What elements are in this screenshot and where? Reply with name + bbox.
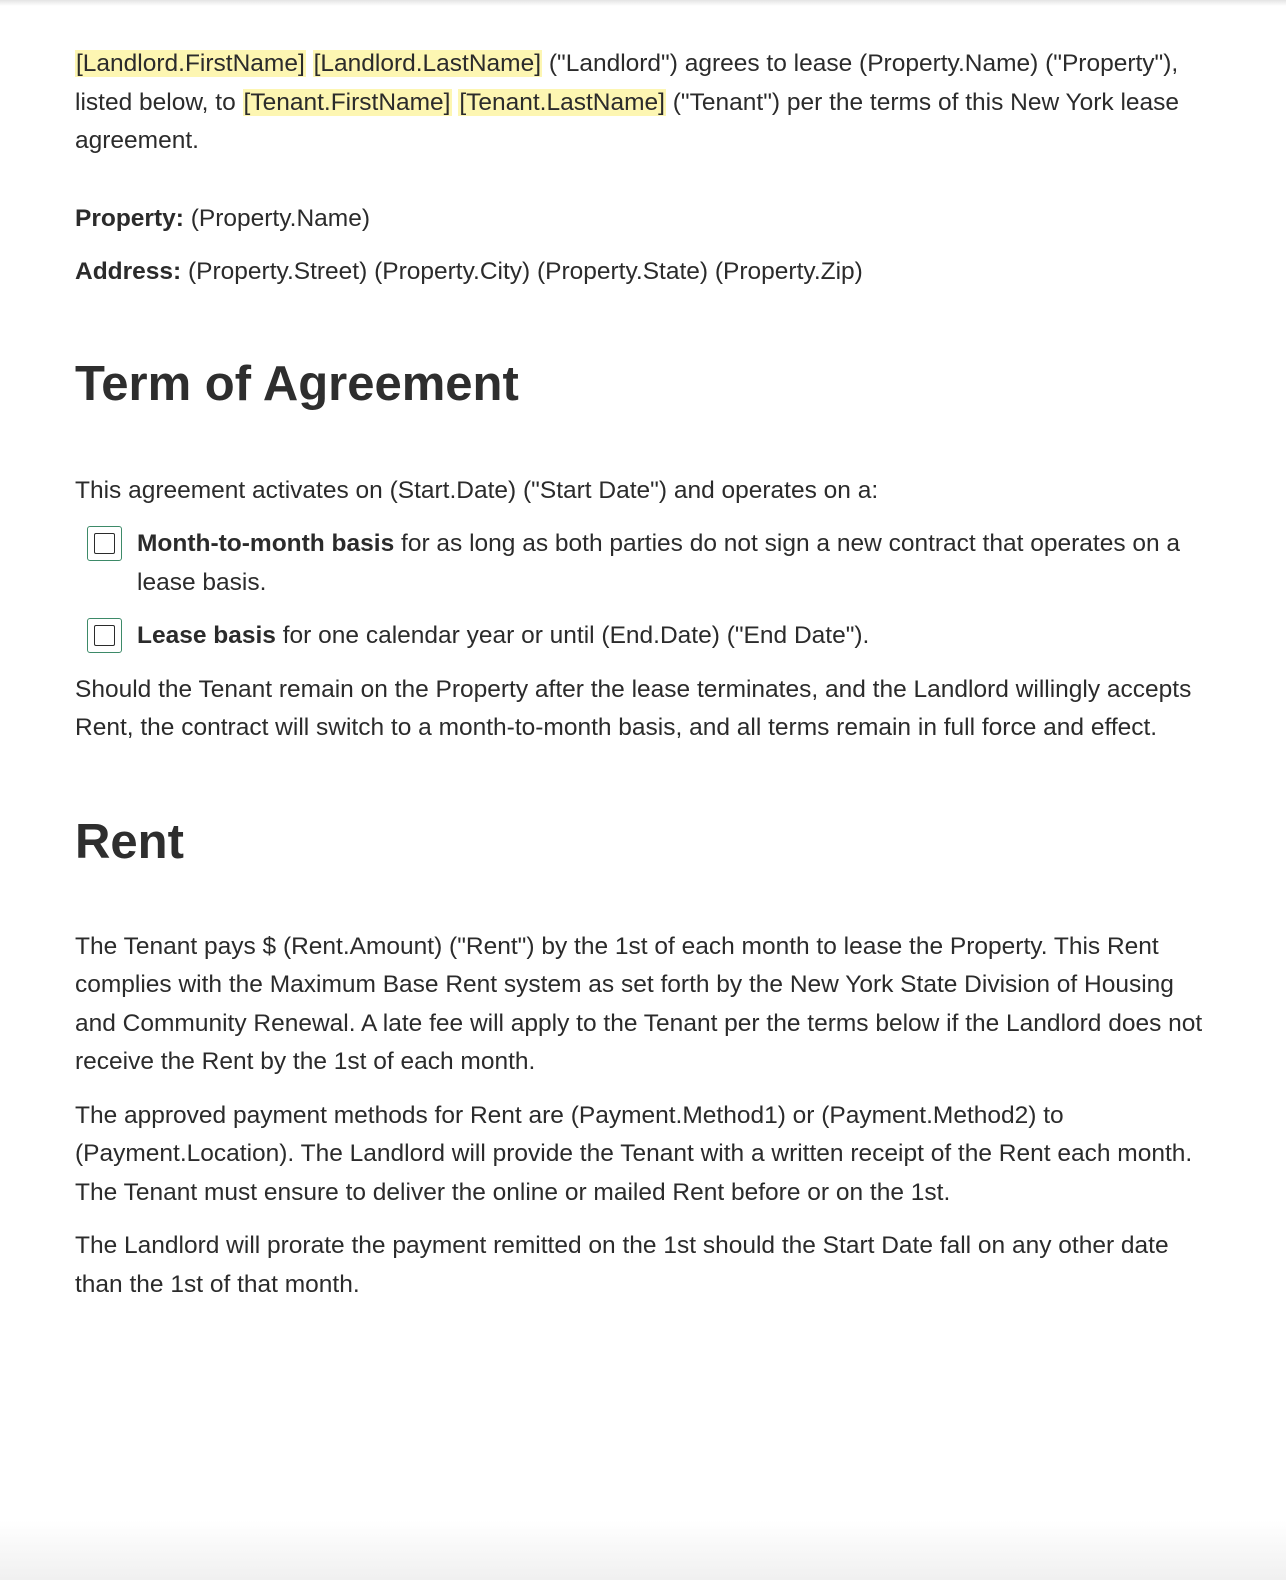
landlord-last-name-field[interactable]: [Landlord.LastName]: [313, 50, 542, 77]
top-edge-shadow: [0, 0, 1286, 6]
term-of-agreement-heading: Term of Agreement: [75, 356, 519, 411]
address-value: (Property.Street) (Property.City) (Property.State) (Property.Zip): [181, 258, 863, 285]
lease-basis-checkbox[interactable]: [87, 618, 122, 653]
tenant-last-name-field[interactable]: [Tenant.LastName]: [459, 88, 665, 116]
lease-basis-text: [137, 617, 869, 656]
rent-paragraph-1: The Tenant pays $ (Rent.Amount) ("Rent") by the 1st of each month to lease the Property. This Rent complies with the Maximum Base Rent system as set forth by the New York State Division of Housing and Community Renewal. A late fee will apply to the Tenant per the terms below if the Landlord does not receive the Rent by the 1st of each month.: [75, 932, 1203, 1075]
checkbox-icon: [94, 625, 115, 646]
holdover-paragraph: Should the Tenant remain on the Property after the lease terminates, and the Landlord willingly accepts Rent, the contract will switch to a month-to-month basis, and all terms remain in full force and effect.: [75, 675, 1192, 741]
intro-text-1: ("Landlord") agrees to lease (Property.Name) ("Property"), listed below, to: [75, 50, 1179, 116]
tenant-first-name-field[interactable]: [Tenant.FirstName]: [243, 88, 451, 116]
option-month-to-month: [75, 525, 1215, 602]
property-label: Property:: [75, 204, 184, 232]
intro-text-2: ("Tenant") per the terms of this New York lease agreement.: [75, 88, 1180, 154]
lease-basis-description: for one calendar year or until (End.Date) ("End Date").: [275, 622, 870, 649]
rent-paragraph-2: The approved payment methods for Rent are (Payment.Method1) or (Payment.Method2) to (Payment.Location). The Landlord will provide the Tenant with a written receipt of the Rent each month. The Tenant must ensure to deliver the online or mailed Rent before or on the 1st.: [75, 1101, 1193, 1206]
month-to-month-label: Month-to-month basis: [137, 530, 395, 557]
month-to-month-checkbox[interactable]: [87, 526, 122, 561]
property-line: [75, 200, 1215, 239]
lease-basis-label: Lease basis: [137, 622, 276, 649]
rent-heading: Rent: [75, 814, 184, 869]
rent-paragraph-3: The Landlord will prorate the payment remitted on the 1st should the Start Date fall on any other date than the 1st of that month.: [75, 1232, 1169, 1298]
term-lead-text: This agreement activates on (Start.Date) ("Start Date") and operates on a:: [75, 476, 879, 504]
property-value: (Property.Name): [183, 204, 370, 232]
month-to-month-text: [137, 525, 1215, 602]
option-lease-basis: [75, 617, 1215, 656]
lease-document: [75, 45, 1215, 1319]
intro-paragraph: [75, 45, 1215, 161]
address-line: [75, 253, 1215, 292]
address-label: Address:: [75, 258, 182, 285]
checkbox-icon: [94, 533, 115, 554]
month-to-month-description: for as long as both parties do not sign a new contract that operates on a lease basis.: [137, 530, 1181, 596]
bottom-edge-shade: [0, 1520, 1286, 1580]
term-options: [75, 525, 1215, 656]
landlord-first-name-field[interactable]: [Landlord.FirstName]: [76, 50, 305, 77]
